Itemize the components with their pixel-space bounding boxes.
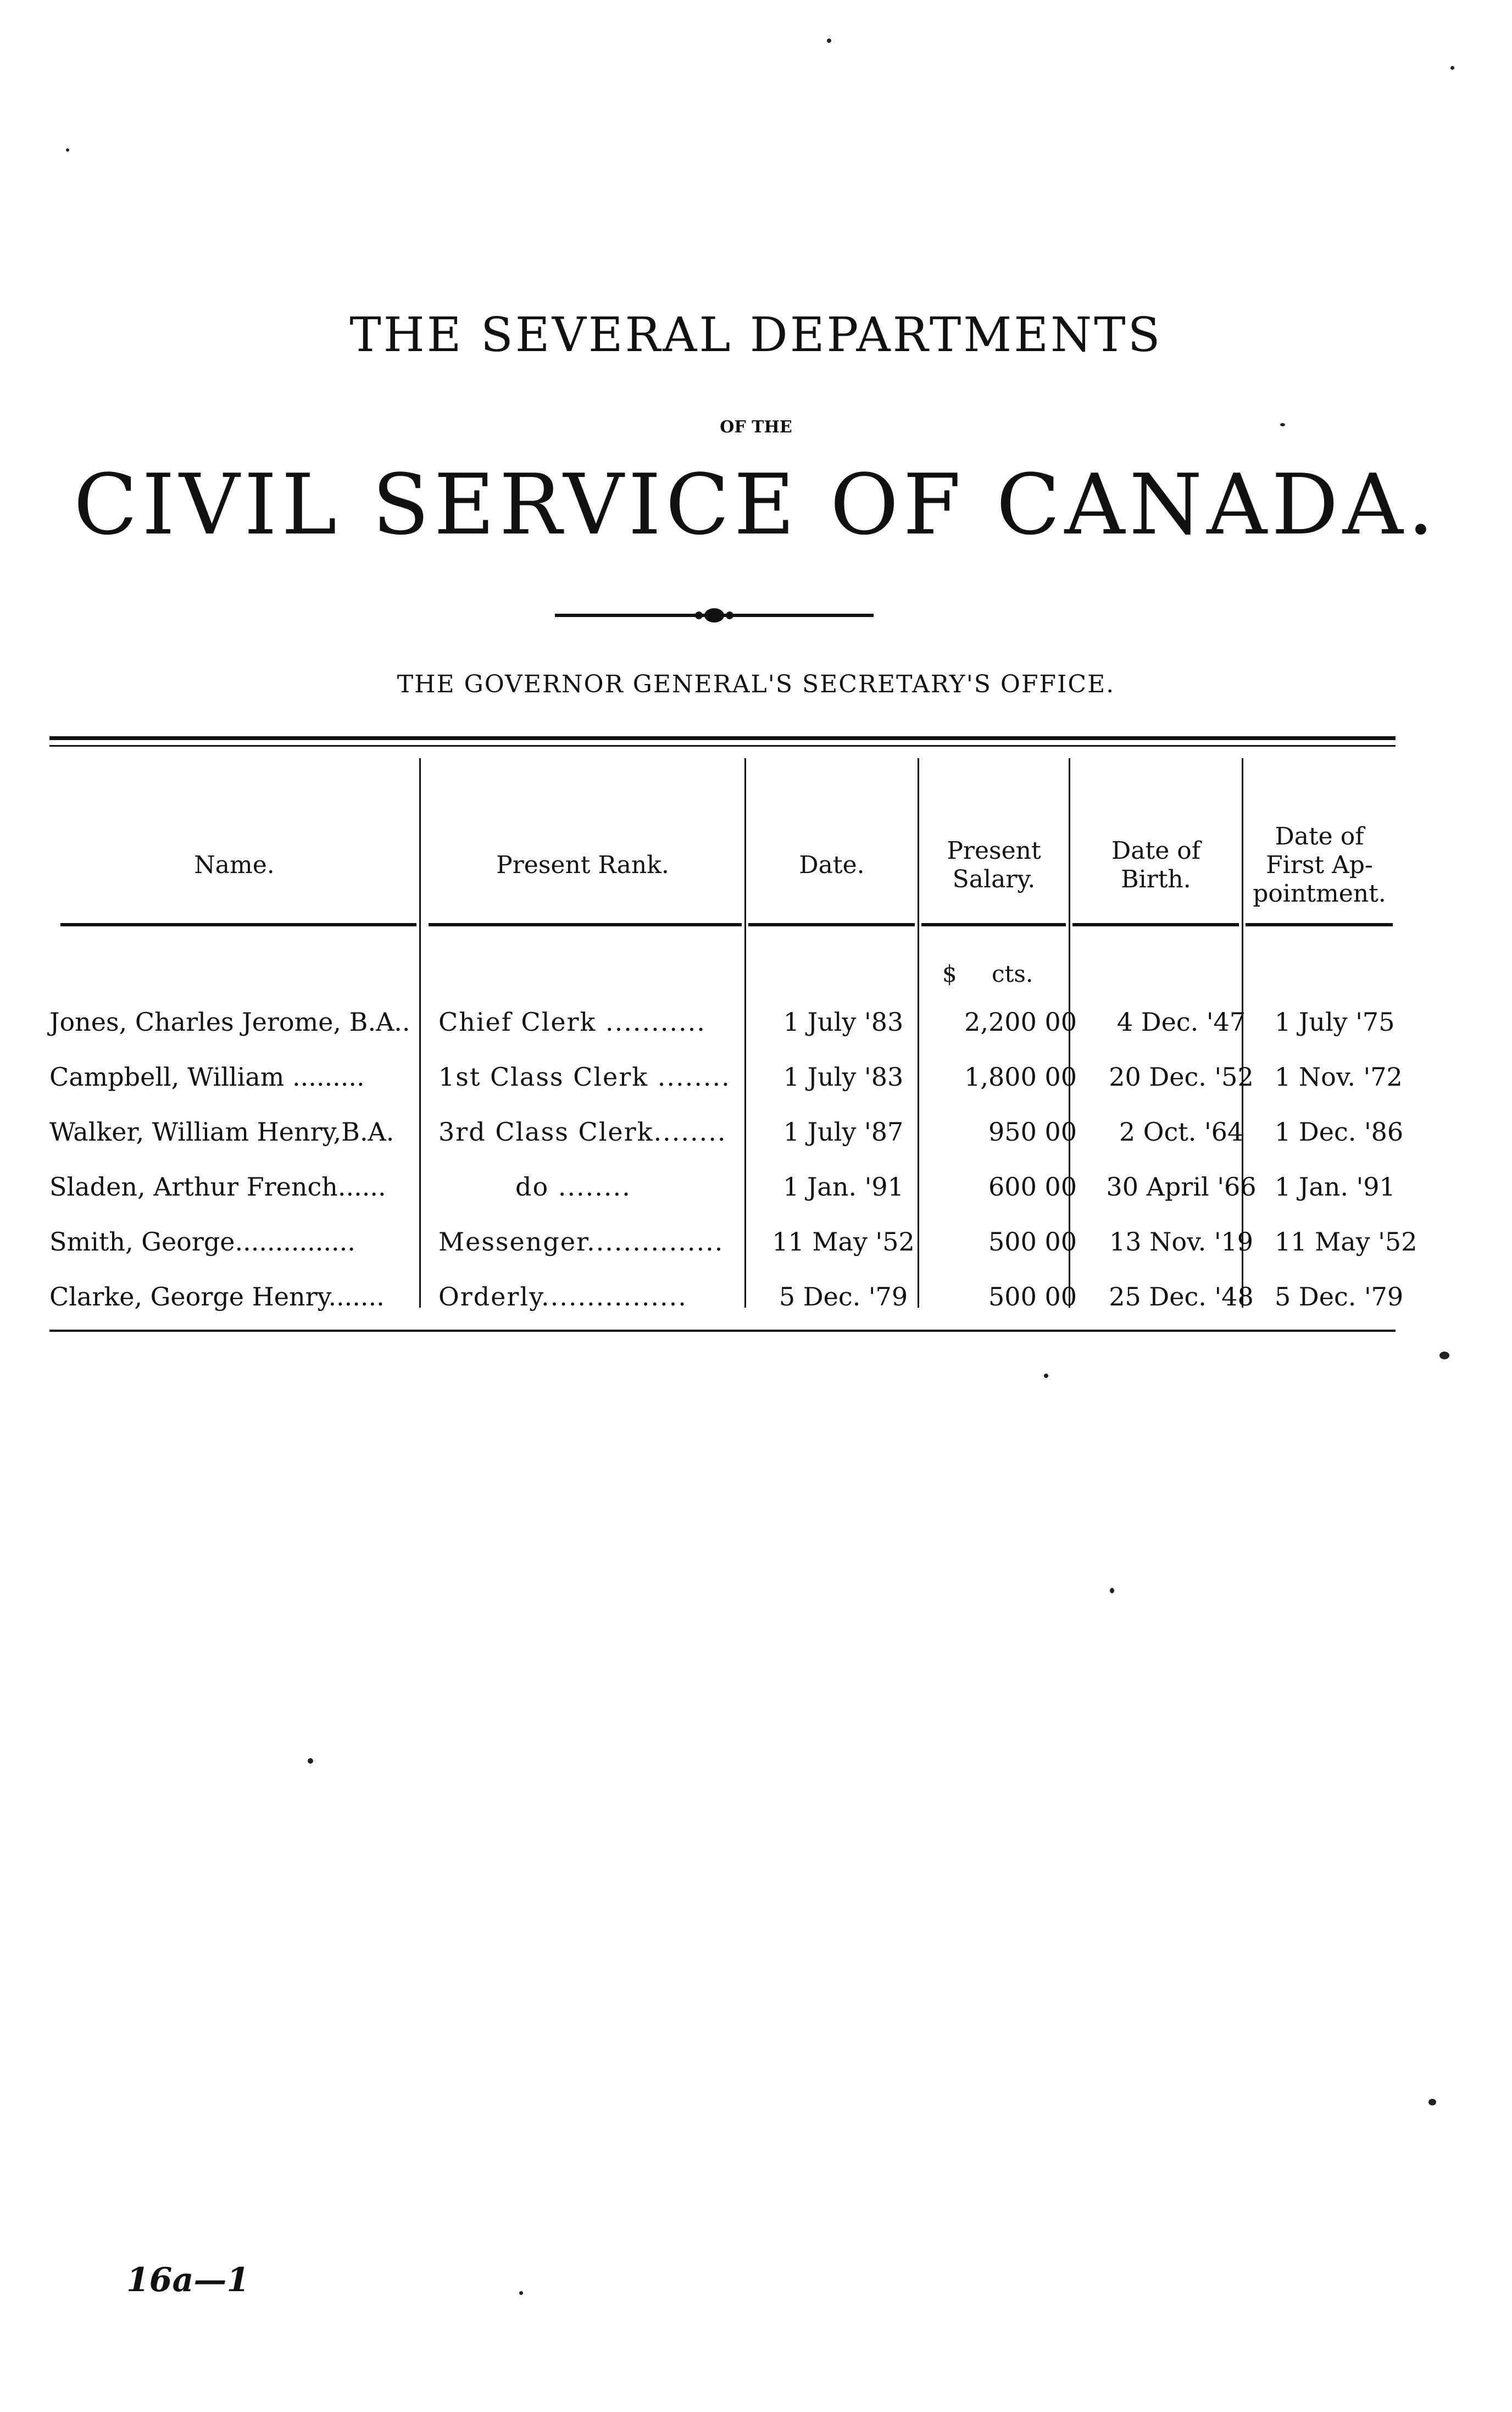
header-salary	[919, 819, 1069, 912]
cell-rank: Chief Clerk ...........	[438, 1007, 706, 1037]
cell-name: Smith, George...............	[49, 1227, 355, 1257]
cell-first-appointment: 1 Jan. '91	[1275, 1172, 1396, 1202]
cell-first-appointment: 11 May '52	[1275, 1227, 1418, 1257]
cell-first-appointment: 1 July '75	[1275, 1007, 1395, 1037]
cell-date: 1 July '87	[783, 1117, 904, 1147]
scan-speck	[1428, 2099, 1436, 2105]
document-heading: THE SEVERAL DEPARTMENTS	[349, 308, 1163, 363]
staff-table	[49, 736, 1418, 1352]
scan-speck	[1044, 1374, 1048, 1378]
table-row	[49, 1269, 1404, 1324]
header-rule	[60, 923, 416, 926]
header-rank	[421, 819, 744, 912]
cell-rank: Orderly................	[438, 1282, 687, 1311]
scan-speck	[1439, 1352, 1449, 1359]
header-date-label: Date.	[799, 851, 865, 879]
cell-birth: 2 Oct. '64	[1119, 1117, 1244, 1147]
cell-birth: 30 April '66	[1106, 1172, 1257, 1202]
cell-date: 5 Dec. '79	[779, 1282, 908, 1311]
scan-speck	[308, 1758, 313, 1764]
cell-name: Clarke, George Henry.......	[49, 1282, 385, 1311]
scan-speck	[66, 148, 69, 152]
table-row	[49, 1104, 1404, 1159]
office-title: THE GOVERNOR GENERAL'S SECRETARY'S OFFICE.	[397, 670, 1115, 698]
cell-name: Sladen, Arthur French......	[49, 1172, 386, 1202]
cell-date: 1 July '83	[783, 1007, 904, 1037]
cell-birth: 25 Dec. '48	[1109, 1282, 1254, 1311]
header-salary-line2: Salary.	[952, 865, 1036, 893]
header-rule	[429, 923, 742, 926]
table-bottom-rule	[49, 1330, 1396, 1332]
cell-rank: Messenger...............	[438, 1227, 724, 1257]
header-first-line3: pointment.	[1253, 880, 1386, 908]
header-rule	[1072, 923, 1239, 926]
table-row	[49, 1214, 1418, 1269]
cell-date: 1 Jan. '91	[783, 1172, 904, 1202]
cell-birth: 13 Nov. '19	[1109, 1227, 1254, 1257]
cents-unit: cts.	[992, 960, 1033, 987]
header-first-appointment	[1243, 819, 1396, 912]
cell-salary: 500 00	[988, 1282, 1077, 1311]
scan-speck	[1450, 66, 1454, 70]
header-name	[49, 819, 419, 912]
header-first-line1: Date of	[1275, 822, 1364, 851]
table-top-rule	[49, 736, 1396, 740]
header-salary-line1: Present	[947, 837, 1041, 865]
scan-speck	[519, 2291, 523, 2295]
header-rule	[1246, 923, 1393, 926]
scan-speck	[1110, 1588, 1114, 1593]
page-number: 16a—1	[126, 2261, 250, 2299]
cell-birth: 20 Dec. '52	[1109, 1062, 1254, 1092]
cell-first-appointment: 1 Dec. '86	[1275, 1117, 1404, 1147]
header-rule	[921, 923, 1066, 926]
header-first-label	[1253, 822, 1386, 908]
header-salary-label	[947, 837, 1041, 894]
cell-rank: 1st Class Clerk ........	[438, 1062, 731, 1092]
cell-first-appointment: 5 Dec. '79	[1275, 1282, 1404, 1311]
scan-speck	[827, 38, 831, 43]
cell-name: Walker, William Henry,B.A.	[49, 1117, 394, 1147]
cell-birth: 4 Dec. '47	[1116, 1007, 1246, 1037]
header-birth-label	[1111, 837, 1200, 894]
table-row	[49, 1049, 1403, 1104]
cell-first-appointment: 1 Nov. '72	[1275, 1062, 1403, 1092]
cell-name: Jones, Charles Jerome, B.A..	[49, 1007, 410, 1037]
ornamental-rule	[555, 604, 874, 626]
table-top-rule-secondary	[49, 745, 1396, 747]
header-rank-label: Present Rank.	[496, 851, 669, 879]
header-rule	[748, 923, 915, 926]
cell-salary: 500 00	[988, 1227, 1077, 1257]
cell-date: 1 July '83	[783, 1062, 904, 1092]
scan-speck	[1280, 423, 1285, 426]
header-first-line2: First Ap-	[1266, 851, 1373, 879]
main-title: CIVIL SERVICE OF CANADA.	[73, 456, 1439, 553]
cell-date: 11 May '52	[772, 1227, 915, 1257]
table-row	[49, 1159, 1396, 1214]
of-the-label: OF THE	[720, 418, 792, 437]
header-date	[746, 819, 918, 912]
table-row	[49, 994, 1396, 1049]
header-birth-line2: Birth.	[1121, 865, 1191, 893]
cell-salary: 950 00	[988, 1117, 1077, 1147]
cell-rank: do ........	[515, 1172, 631, 1202]
dollar-unit: $	[942, 960, 957, 987]
cell-salary: 600 00	[988, 1172, 1077, 1202]
header-birth-line1: Date of	[1111, 837, 1200, 865]
cell-salary: 1,800 00	[964, 1062, 1077, 1092]
cell-name: Campbell, William .........	[49, 1062, 365, 1092]
cell-salary: 2,200 00	[964, 1007, 1077, 1037]
cell-rank: 3rd Class Clerk........	[438, 1117, 727, 1147]
header-name-label: Name.	[194, 851, 275, 879]
header-birth	[1070, 819, 1242, 912]
